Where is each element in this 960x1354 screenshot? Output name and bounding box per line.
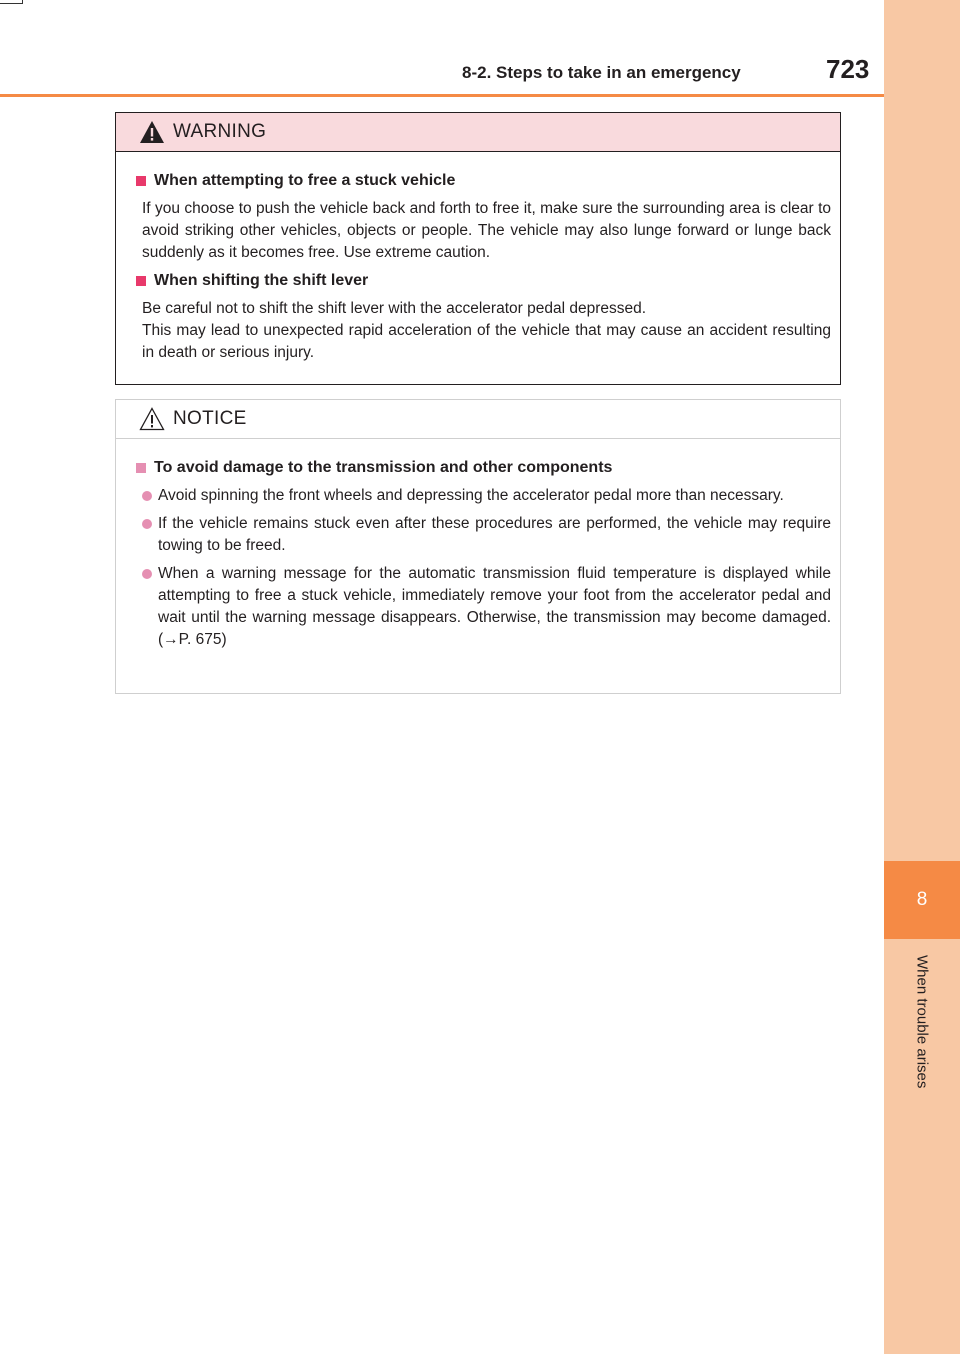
warning-header — [116, 113, 840, 152]
warning-paragraph — [136, 198, 831, 264]
bullet-text: If the vehicle remains stuck even after these procedures are performed, the vehicle may require towing to be freed. — [158, 515, 831, 554]
caution-triangle-icon — [139, 407, 165, 431]
notice-box — [115, 399, 841, 694]
circle-bullet-icon — [142, 569, 152, 579]
notice-title: NOTICE — [173, 408, 247, 429]
warning-box — [115, 112, 841, 385]
bullet-text: Avoid spinning the front wheels and depressing the accelerator pedal more than necessary. — [158, 487, 784, 504]
chapter-label: When trouble arises — [913, 955, 931, 1089]
side-tab-strip — [884, 0, 960, 1354]
notice-header — [116, 400, 840, 439]
warning-section-heading — [136, 170, 831, 192]
paragraph-line: This may lead to unexpected rapid acceleration of the vehicle that may cause an accident resulting in death or serious injury. — [142, 322, 831, 361]
warning-title: WARNING — [173, 121, 267, 142]
arrow-icon: → — [163, 631, 179, 648]
heading-text: To avoid damage to the transmission and other components — [154, 459, 613, 476]
warning-body — [116, 152, 840, 364]
heading-text: When shifting the shift lever — [154, 272, 369, 289]
paragraph-line: Be careful not to shift the shift lever with the accelerator pedal depressed. — [142, 300, 647, 317]
square-bullet-icon — [136, 463, 146, 473]
chapter-number: 8 — [916, 889, 928, 910]
notice-bullet — [136, 563, 831, 651]
warning-triangle-icon — [139, 120, 165, 144]
crop-mark — [0, 3, 22, 4]
circle-bullet-icon — [142, 491, 152, 501]
page-reference-link[interactable]: P. 675) — [178, 631, 227, 648]
warning-paragraph — [136, 298, 831, 364]
bullet-text-with-reference — [158, 563, 831, 651]
notice-body — [116, 439, 840, 651]
header-rule — [0, 94, 884, 97]
section-title: 8-2. Steps to take in an emergency — [462, 63, 741, 82]
page-number: 723 — [826, 54, 870, 84]
square-bullet-icon — [136, 276, 146, 286]
square-bullet-icon — [136, 176, 146, 186]
notice-bullet — [136, 513, 831, 557]
paragraph-line: If you choose to push the vehicle back and forth to free it, make sure the surrounding area is clear to avoid striking other vehicles, objects or people. The vehicle may also lunge forward or lunge back suddenly as it becomes free. Use extreme caution. — [142, 200, 831, 261]
heading-text: When attempting to free a stuck vehicle — [154, 172, 456, 189]
notice-heading — [136, 457, 831, 479]
circle-bullet-icon — [142, 519, 152, 529]
crop-mark — [22, 0, 23, 4]
chapter-label-tab — [884, 955, 960, 1125]
bullet-text: When a warning message for the automatic transmission fluid temperature is displayed while attempting to free a stuck vehicle, immediately remove your foot from the accelerator pedal and wait until the warning message disappears. Otherwise, the transmission may become damaged. ( — [158, 565, 831, 648]
warning-section-heading — [136, 270, 831, 292]
notice-bullet — [136, 485, 831, 507]
chapter-number-tab — [884, 861, 960, 939]
